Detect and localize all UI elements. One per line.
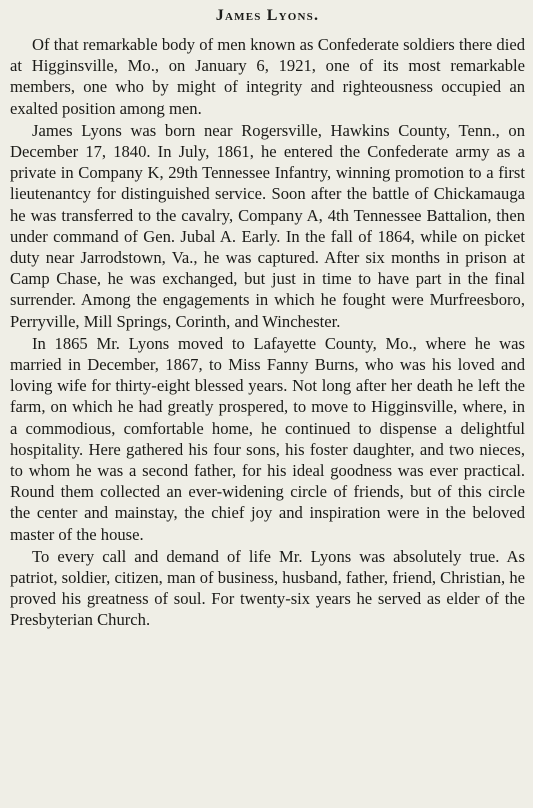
- paragraph-military-service: James Lyons was born near Rogersville, Hawkins County, Tenn., on December 17, 1840. In July, 1861, he entered the Confederate army as a private in Company K, 29th Tennessee Infantry, winning promotion to a first lieutenantcy for distinguished service. Soon after the battle of Chickamauga he was transferred to the cavalry, Company A, 4th Tennessee Battalion, then under command of Gen. Jubal A. Early. In the fall of 1864, while on picket duty near Jarrodstown, Va., he was captured. After six months in prison at Camp Chase, he was exchanged, but just in time to have part in the final surrender. Among the engagements in which he fought were Murfreesboro, Perryville, Mill Springs, Corinth, and Winchester.: [10, 120, 525, 331]
- paragraph-character: To every call and demand of life Mr. Lyons was absolutely true. As patriot, soldier, citizen, man of business, husband, father, friend, Christian, he proved his greatness of soul. For twenty-six years he served as elder of the Presbyterian Church.: [10, 546, 525, 630]
- article-title: James Lyons.: [215, 7, 320, 24]
- paragraph-intro: Of that remarkable body of men known as Confederate soldiers there died at Higginsville, Mo., on January 6, 1921, one of its most remarkable members, one who by might of integrity and righteousness occupied an exalted position among men.: [10, 35, 525, 118]
- paragraph-family-life: In 1865 Mr. Lyons moved to Lafayette County, Mo., where he was married in December, 1867, to Miss Fanny Burns, who was his loved and loving wife for thirty-eight blessed years. Not long after her death he left the farm, on which he had greatly prospered, to move to Higginsville, where, in a commodious, comfortable home, he continued to dispense a delightful hospitality. Here gathered his four sons, his foster daughter, and two nieces, to whom he was a second father, for his ideal goodness was ever practical. Round them collected an ever-widening circle of friends, but of this circle the center and mainstay, the chief joy and inspiration were in the beloved master of the house.: [10, 333, 525, 544]
